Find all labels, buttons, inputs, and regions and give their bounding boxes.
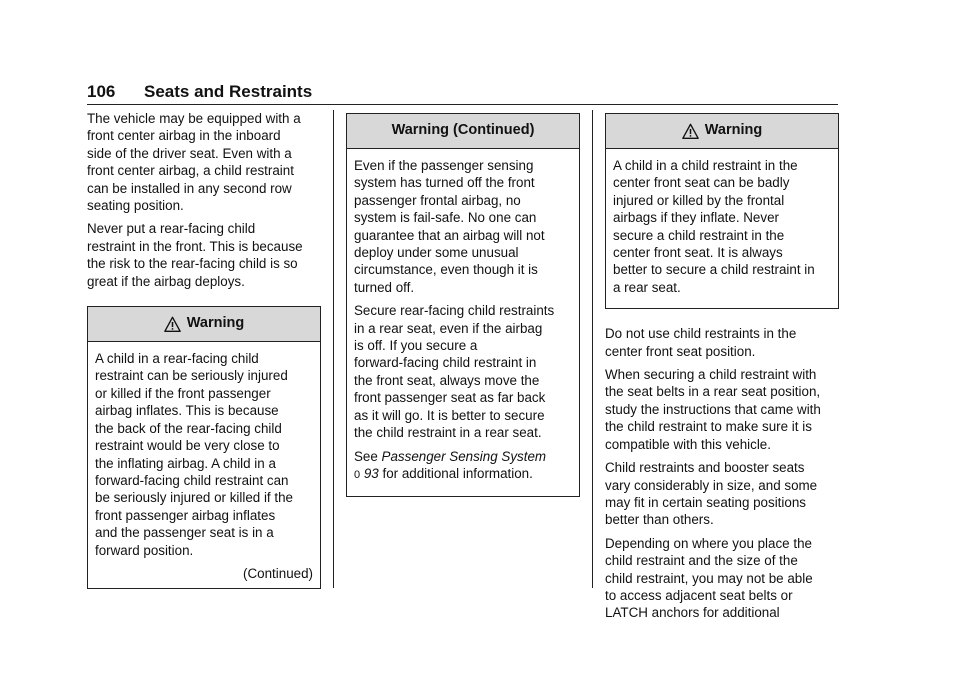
warning-text: A child in a rear-facing child restraint can be seriously injured or killed if the front passenger airbag inflates. This is because the back of the rear-facing child restraint would be very close to the inflating airbag. A child in a forward-facing child restraint can be seriously injured or killed if the front passenger airbag inflates and the passenger seat is in a forward position. (95, 351, 293, 558)
warning-title: Warning (Continued) (391, 122, 535, 139)
column-right (605, 110, 839, 628)
paragraph: When securing a child restraint with the seat belts in a rear seat position, study the instructions that came with the child restraint to make sure it is compatible with this vehicle. (605, 367, 821, 452)
see-link[interactable]: Passenger Sensing System (381, 448, 547, 464)
section-title: Seats and Restraints (144, 82, 313, 101)
see-suffix: for additional information. (378, 465, 533, 481)
paragraph: Never put a rear-facing child restraint in the front. This is because the risk to the rear-facing child is so great if the airbag deploys. (87, 221, 303, 289)
warning-body (347, 149, 579, 496)
see-page[interactable]: 93 (363, 465, 379, 481)
paragraph: Do not use child restraints in the center front seat position. (605, 326, 797, 359)
continued-label: (Continued) (243, 565, 313, 581)
warning-text: Even if the passenger sensing system has turned off the front passenger frontal airbag, no system is fail-safe. No one can guarantee that an airbag will not deploy under some unusual circumstance, even though it is turned off. (354, 158, 545, 295)
warning-box-continued (346, 113, 580, 497)
column-divider (333, 110, 334, 588)
paragraph: The vehicle may be equipped with a front center airbag in the inboard side of the driver seat. Even with a front center airbag, a child restraint can be installed in any second row seating position. (87, 111, 301, 214)
cross-reference (354, 448, 572, 485)
warning-triangle-icon (164, 316, 181, 333)
see-prefix: See (354, 448, 382, 464)
warning-triangle-icon (682, 123, 699, 140)
paragraph: Child restraints and booster seats vary considerably in size, and some may fit in certain seating positions better than others. (605, 460, 818, 528)
page-header (87, 82, 838, 105)
column-middle (346, 110, 580, 497)
warning-box (87, 306, 321, 589)
page-number: 106 (87, 82, 116, 101)
column-divider (592, 110, 593, 588)
page-ref-arrow-icon: 0 (354, 468, 361, 481)
column-left (87, 110, 321, 589)
warning-body (606, 149, 838, 308)
warning-title: Warning (186, 315, 245, 332)
warning-text: Secure rear-facing child restraints in a rear seat, even if the airbag is off. If you secure a forward-facing child restraint in the front seat, always move the front passenger seat as far back as it will go. It is better to secure the child restraint in a rear seat. (354, 303, 555, 441)
warning-text: A child in a child restraint in the center front seat can be badly injured or killed by the frontal airbags if they inflate. Never secure a child restraint in the center front seat. It is always better to secure a child restraint in a rear seat. (613, 158, 815, 295)
warning-title: Warning (704, 122, 763, 139)
paragraph: Depending on where you place the child restraint and the size of the child restraint, you may not be able to access adjacent seat belts or LATCH anchors for additional (605, 535, 813, 621)
warning-box (605, 113, 839, 309)
warning-body (88, 342, 320, 588)
warning-header (88, 307, 320, 342)
warning-header (606, 114, 838, 149)
warning-header (347, 114, 579, 149)
